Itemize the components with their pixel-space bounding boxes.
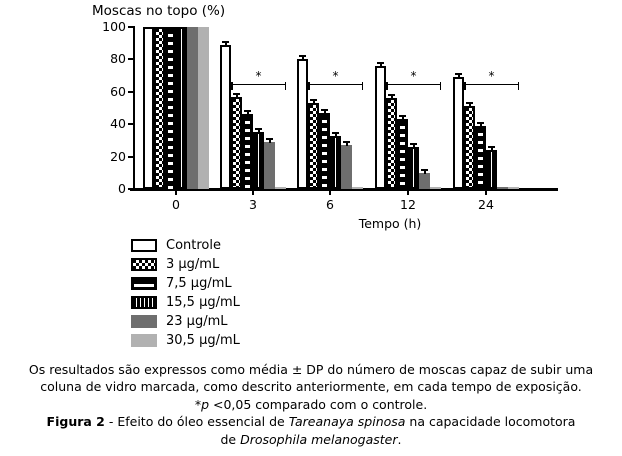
caption-line-3 — [0, 396, 622, 413]
y-tick-label: 60 — [110, 83, 126, 99]
bar-30-5-µg-mL-t3 — [275, 187, 286, 189]
legend-label: Controle — [166, 238, 221, 253]
error-bar-cap — [455, 73, 462, 75]
x-tick-label: 6 — [326, 197, 334, 212]
legend-label: 7,5 µg/mL — [166, 276, 232, 291]
error-bar-cap — [233, 93, 240, 95]
bar-30-5-µg-mL-t0 — [198, 27, 209, 189]
bar-3-µg-mL-t0 — [154, 27, 165, 189]
significance-bracket-t6 — [308, 84, 363, 85]
y-tick-label: 80 — [110, 51, 126, 67]
legend-label: 15,5 µg/mL — [166, 295, 240, 310]
error-bar-cap — [266, 138, 273, 140]
caption-line-4-rest: na capacidade locomotora — [405, 414, 576, 430]
bar-23-µg-mL-t6 — [341, 145, 352, 189]
error-bar-cap — [332, 132, 339, 134]
bar-3-µg-mL-t12 — [386, 98, 397, 189]
significance-star-t3: * — [255, 69, 262, 83]
caption-line-4 — [0, 413, 622, 430]
caption-line-2: coluna de vidro marcada, como descrito anteriormente, em cada tempo de exposição. — [40, 379, 582, 395]
bar-Controle-t6 — [297, 59, 308, 189]
species-name-2: Drosophila melanogaster — [240, 431, 398, 447]
caption-line-1: Os resultados são expressos como média ± DP do número de moscas capaz de subir uma — [28, 362, 594, 377]
species-name-1: Tareanaya spinosa — [288, 414, 406, 430]
x-tick-label: 24 — [478, 197, 494, 212]
bar-Controle-t3 — [220, 45, 231, 189]
legend-item — [131, 312, 240, 331]
error-bar-cap — [222, 41, 229, 43]
bar-3-µg-mL-t24 — [464, 106, 475, 189]
bar-7-5-µg-mL-t6 — [319, 113, 330, 189]
caption-line-5-pre: de — [220, 431, 241, 447]
bar-30-5-µg-mL-t12 — [430, 187, 441, 189]
y-axis-line — [133, 26, 135, 189]
caption-star: * — [194, 396, 202, 412]
bracket-end-tick — [518, 82, 520, 90]
caption-line-5-rest: . — [397, 431, 402, 447]
bar-23-µg-mL-t3 — [264, 142, 275, 189]
bar-15-5-µg-mL-t12 — [408, 147, 419, 189]
error-bar-cap — [377, 62, 384, 64]
error-bar-cap — [488, 146, 495, 148]
chart-title: Moscas no topo (%) — [92, 3, 226, 19]
bar-15-5-µg-mL-t3 — [253, 132, 264, 189]
bar-Controle-t24 — [453, 77, 464, 189]
bracket-end-tick — [231, 82, 233, 90]
x-axis-label: Tempo (h) — [358, 216, 422, 231]
caption-p-italic: p — [201, 396, 209, 412]
error-bar-cap — [421, 169, 428, 171]
bar-3-µg-mL-t3 — [231, 97, 242, 189]
bar-7-5-µg-mL-t0 — [165, 27, 176, 189]
x-axis-tick — [252, 191, 254, 195]
significance-bracket-t24 — [464, 84, 519, 85]
error-bar-cap — [343, 141, 350, 143]
legend-item — [131, 236, 240, 255]
bar-Controle-t0 — [143, 27, 154, 189]
legend-swatch-vstripe — [131, 296, 157, 309]
y-axis-tick — [128, 26, 133, 28]
figure-label: Figura 2 — [46, 414, 105, 430]
error-bar-cap — [244, 110, 251, 112]
caption-line-4-mid: - Efeito do óleo essencial de — [104, 414, 289, 430]
error-bar-cap — [466, 102, 473, 104]
legend-swatch-white — [131, 239, 157, 252]
legend-swatch-hstripe — [131, 277, 157, 290]
legend-swatch-checker — [131, 258, 157, 271]
legend-swatch-darkgray — [131, 315, 157, 328]
error-bar-cap — [399, 115, 406, 117]
bracket-end-tick — [285, 82, 287, 90]
bracket-end-tick — [362, 82, 364, 90]
legend-swatch-lightgray — [131, 334, 157, 347]
error-bar-cap — [310, 99, 317, 101]
bar-30-5-µg-mL-t24 — [508, 187, 519, 189]
y-axis-tick — [128, 156, 133, 158]
x-tick-label: 0 — [172, 197, 180, 212]
x-axis-tick — [485, 191, 487, 195]
bar-23-µg-mL-t0 — [187, 27, 198, 189]
significance-star-t24: * — [488, 69, 495, 83]
bar-15-5-µg-mL-t6 — [330, 136, 341, 189]
error-bar-cap — [477, 122, 484, 124]
significance-bracket-t12 — [386, 84, 441, 85]
y-tick-label: 100 — [102, 19, 126, 34]
bar-15-5-µg-mL-t0 — [176, 27, 187, 189]
x-axis-tick — [175, 191, 177, 195]
significance-star-t12: * — [410, 69, 417, 83]
bar-15-5-µg-mL-t24 — [486, 150, 497, 189]
legend-item — [131, 274, 240, 293]
error-bar-cap — [255, 128, 262, 130]
error-bar-cap — [410, 143, 417, 145]
bracket-end-tick — [386, 82, 388, 90]
significance-bracket-t3 — [231, 84, 286, 85]
bracket-end-tick — [308, 82, 310, 90]
y-axis-tick — [128, 123, 133, 125]
significance-star-t6: * — [332, 69, 339, 83]
bracket-end-tick — [440, 82, 442, 90]
y-tick-label: 20 — [110, 148, 126, 164]
bar-7-5-µg-mL-t3 — [242, 114, 253, 189]
y-tick-label: 0 — [118, 181, 126, 196]
caption-line-3-text: <0,05 comparado com o controle. — [209, 396, 428, 412]
error-bar-cap — [299, 55, 306, 57]
bar-23-µg-mL-t24 — [497, 187, 508, 189]
figure-caption — [0, 361, 622, 448]
legend-label: 3 µg/mL — [166, 257, 220, 272]
y-axis-tick — [128, 91, 133, 93]
caption-line-5 — [0, 431, 622, 448]
error-bar-cap — [388, 94, 395, 96]
bar-7-5-µg-mL-t12 — [397, 119, 408, 189]
legend-label: 23 µg/mL — [166, 314, 228, 329]
x-axis-tick — [329, 191, 331, 195]
error-bar-cap — [321, 109, 328, 111]
x-tick-label: 12 — [400, 197, 416, 212]
y-axis-tick — [128, 188, 133, 190]
chart-legend — [131, 236, 240, 350]
legend-item — [131, 293, 240, 312]
bar-23-µg-mL-t12 — [419, 173, 430, 189]
bracket-end-tick — [464, 82, 466, 90]
x-axis-tick — [407, 191, 409, 195]
y-tick-label: 40 — [110, 116, 126, 132]
bar-30-5-µg-mL-t6 — [352, 187, 363, 189]
bar-Controle-t12 — [375, 66, 386, 189]
bar-3-µg-mL-t6 — [308, 103, 319, 189]
legend-item — [131, 331, 240, 350]
x-tick-label: 3 — [249, 197, 257, 212]
legend-item — [131, 255, 240, 274]
legend-label: 30,5 µg/mL — [166, 333, 240, 348]
bar-7-5-µg-mL-t24 — [475, 126, 486, 189]
y-axis-tick — [128, 58, 133, 60]
